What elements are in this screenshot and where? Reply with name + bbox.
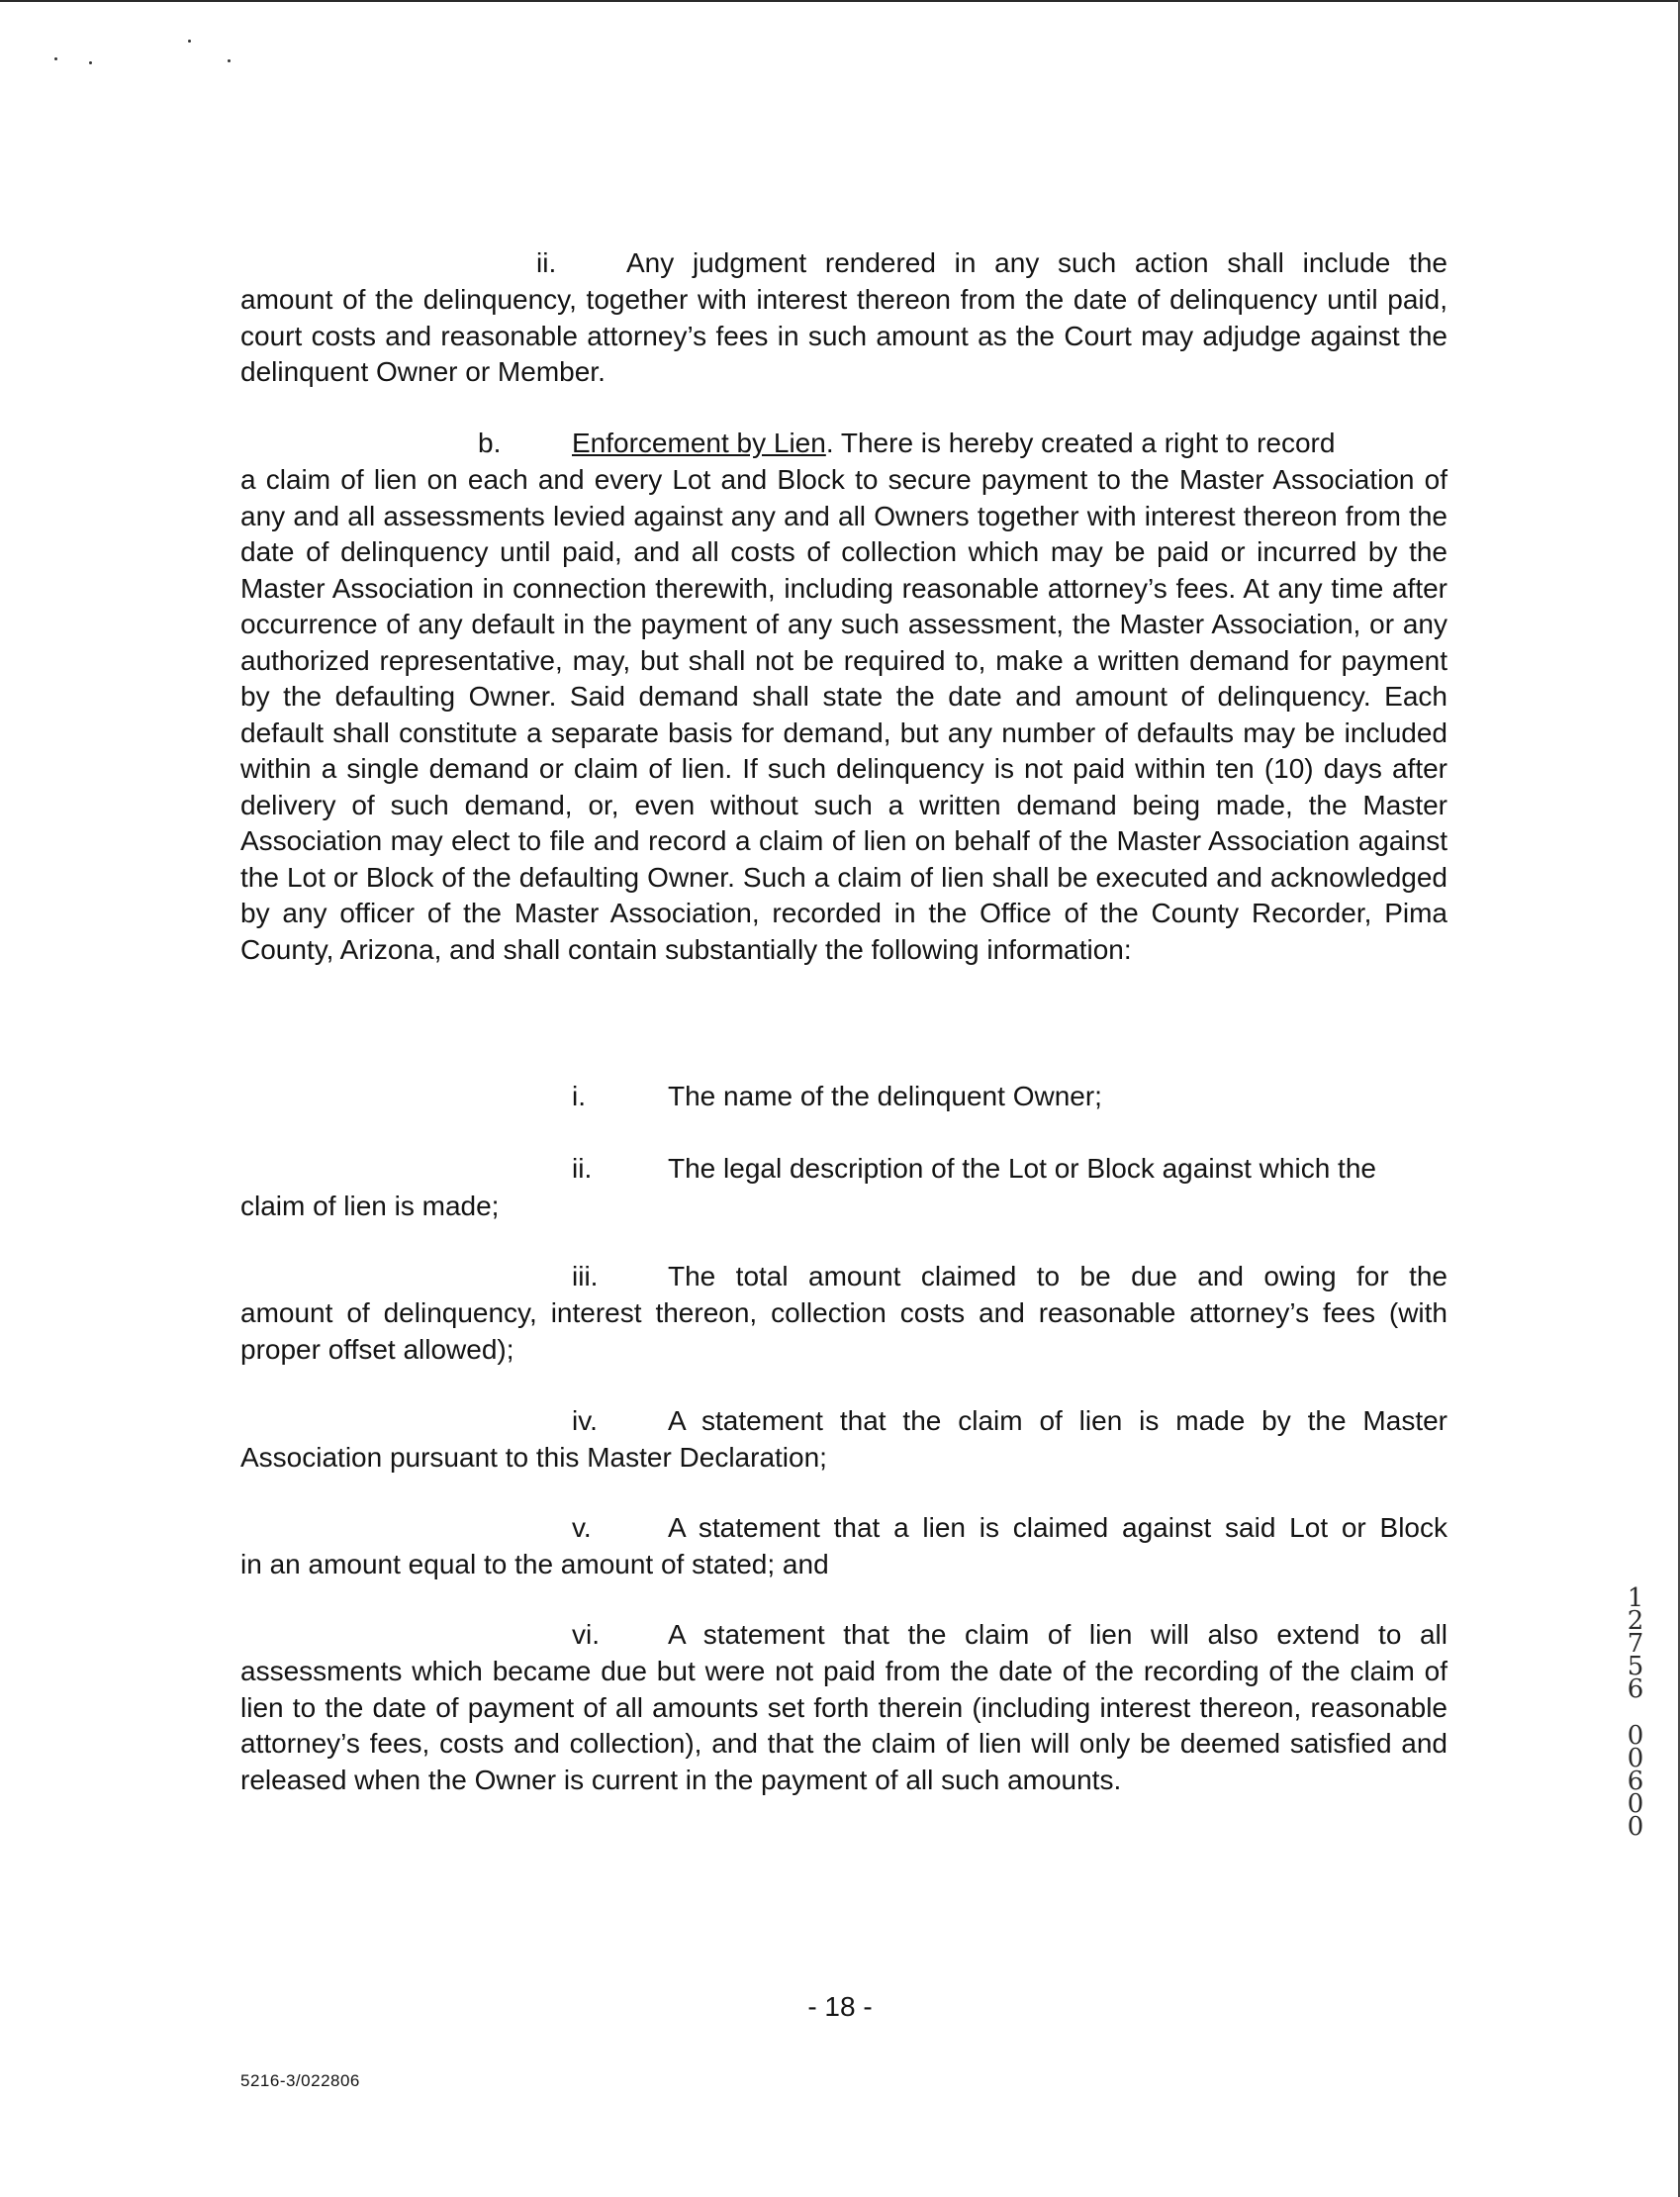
stamp-digit: 5 — [1627, 1652, 1644, 1681]
list-item-iii-rest: amount of delinquency, interest thereon, collection costs and reasonable attorney’s fees (with proper offset allowed); — [240, 1297, 1447, 1365]
section-b-body: a claim of lien on each and every Lot and Block to secure payment to the Master Association of any and all assessments levied against any and all Owners together with interest thereon from the date of delinquency until paid, and all costs of collection which may be paid or incurred by the Master Association in connection therewith, including reasonable attorney’s fees. At any time after occurrence of any default in the payment of any such assessment, the Master Association, or any authorized representative, may, but shall not be required to, make a written demand for payment by the defaulting Owner. Said demand shall state the date and amount of delinquency. Each default shall constitute a separate basis for demand, but any number of defaults may be included within a single demand or claim of lien. If such delinquency is not paid within ten (10) days after delivery of such demand, or, even without such a written demand being made, the Master Association may elect to file and record a claim of lien on behalf of the Master Association against the Lot or Block of the defaulting Owner. Such a claim of lien shall be executed and acknowledged by any officer of the Master Association, recorded in the Office of the County Recorder, Pima County, Arizona, and shall contain substantially the following information: — [240, 464, 1447, 965]
document-id: 5216-3/022806 — [240, 2071, 360, 2090]
list-item-iv-marker: iv. — [572, 1405, 598, 1436]
list-item-ii-first-line: The legal description of the Lot or Block against which the — [668, 1153, 1376, 1184]
stamp-digit: 2 — [1627, 1606, 1644, 1636]
scan-top-edge — [0, 0, 1680, 2]
list-item-iv-rest: Association pursuant to this Master Declaration; — [240, 1442, 827, 1473]
list-item-vi-first-line: A statement that the claim of lien will also extend to all — [668, 1619, 1447, 1650]
list-item-vi-rest: assessments which became due but were not paid from the date of the recording of the claim of lien to the date of payment of all amounts set forth therein (including interest thereon, reasonable attorney’s fees, costs and collection), and that the claim of lien will only be deemed satisfied and released when the Owner is current in the payment of all such amounts. — [240, 1656, 1447, 1795]
list-item-i-marker: i. — [572, 1081, 586, 1111]
list-item-iii-marker: iii. — [572, 1261, 599, 1291]
list-item-ii-marker: ii. — [572, 1153, 593, 1184]
stamp-digit: 0 — [1627, 1744, 1644, 1773]
item-ii-marker: ii. — [536, 247, 557, 278]
section-b-heading: Enforcement by Lien — [572, 428, 826, 458]
stamp-digit: 7 — [1627, 1629, 1644, 1659]
item-ii-body: amount of the delinquency, together with interest thereon from the date of delinquency until paid, court costs and reasonable attorney’s fees in such amount as the Court may adjudge against the delinquent Owner or Member. — [240, 284, 1447, 387]
list-item-vi-marker: vi. — [572, 1619, 600, 1650]
recording-stamp — [1621, 1583, 1650, 1842]
scan-speck — [54, 57, 57, 60]
section-b-marker: b. — [478, 428, 502, 458]
page-number: - 18 - — [807, 1991, 873, 2022]
section-b-first-line: . There is hereby created a right to record — [825, 428, 1336, 458]
stamp-digit: 0 — [1627, 1721, 1644, 1751]
list-item-v-marker: v. — [572, 1512, 592, 1543]
stamp-digit: 0 — [1627, 1812, 1644, 1842]
scan-speck — [228, 59, 231, 62]
list-item-ii-rest: claim of lien is made; — [240, 1191, 500, 1221]
stamp-digit: 6 — [1627, 1674, 1644, 1704]
scan-speck — [188, 40, 191, 43]
stamp-digit: 0 — [1627, 1789, 1644, 1819]
list-item-i-text: The name of the delinquent Owner; — [668, 1081, 1102, 1111]
list-item-v-first-line: A statement that a lien is claimed against said Lot or Block — [668, 1512, 1447, 1543]
stamp-digit: 1 — [1627, 1583, 1644, 1613]
list-item-iii-first-line: The total amount claimed to be due and owing for the — [668, 1261, 1447, 1291]
item-ii-first-line: Any judgment rendered in any such action shall include the — [626, 247, 1447, 278]
section-b-heading-line — [572, 426, 1335, 462]
stamp-digit: 6 — [1627, 1767, 1644, 1796]
scan-speck — [89, 61, 92, 64]
list-item-v-rest: in an amount equal to the amount of stated; and — [240, 1549, 829, 1579]
list-item-iv-first-line: A statement that the claim of lien is made by the Master — [668, 1405, 1447, 1436]
